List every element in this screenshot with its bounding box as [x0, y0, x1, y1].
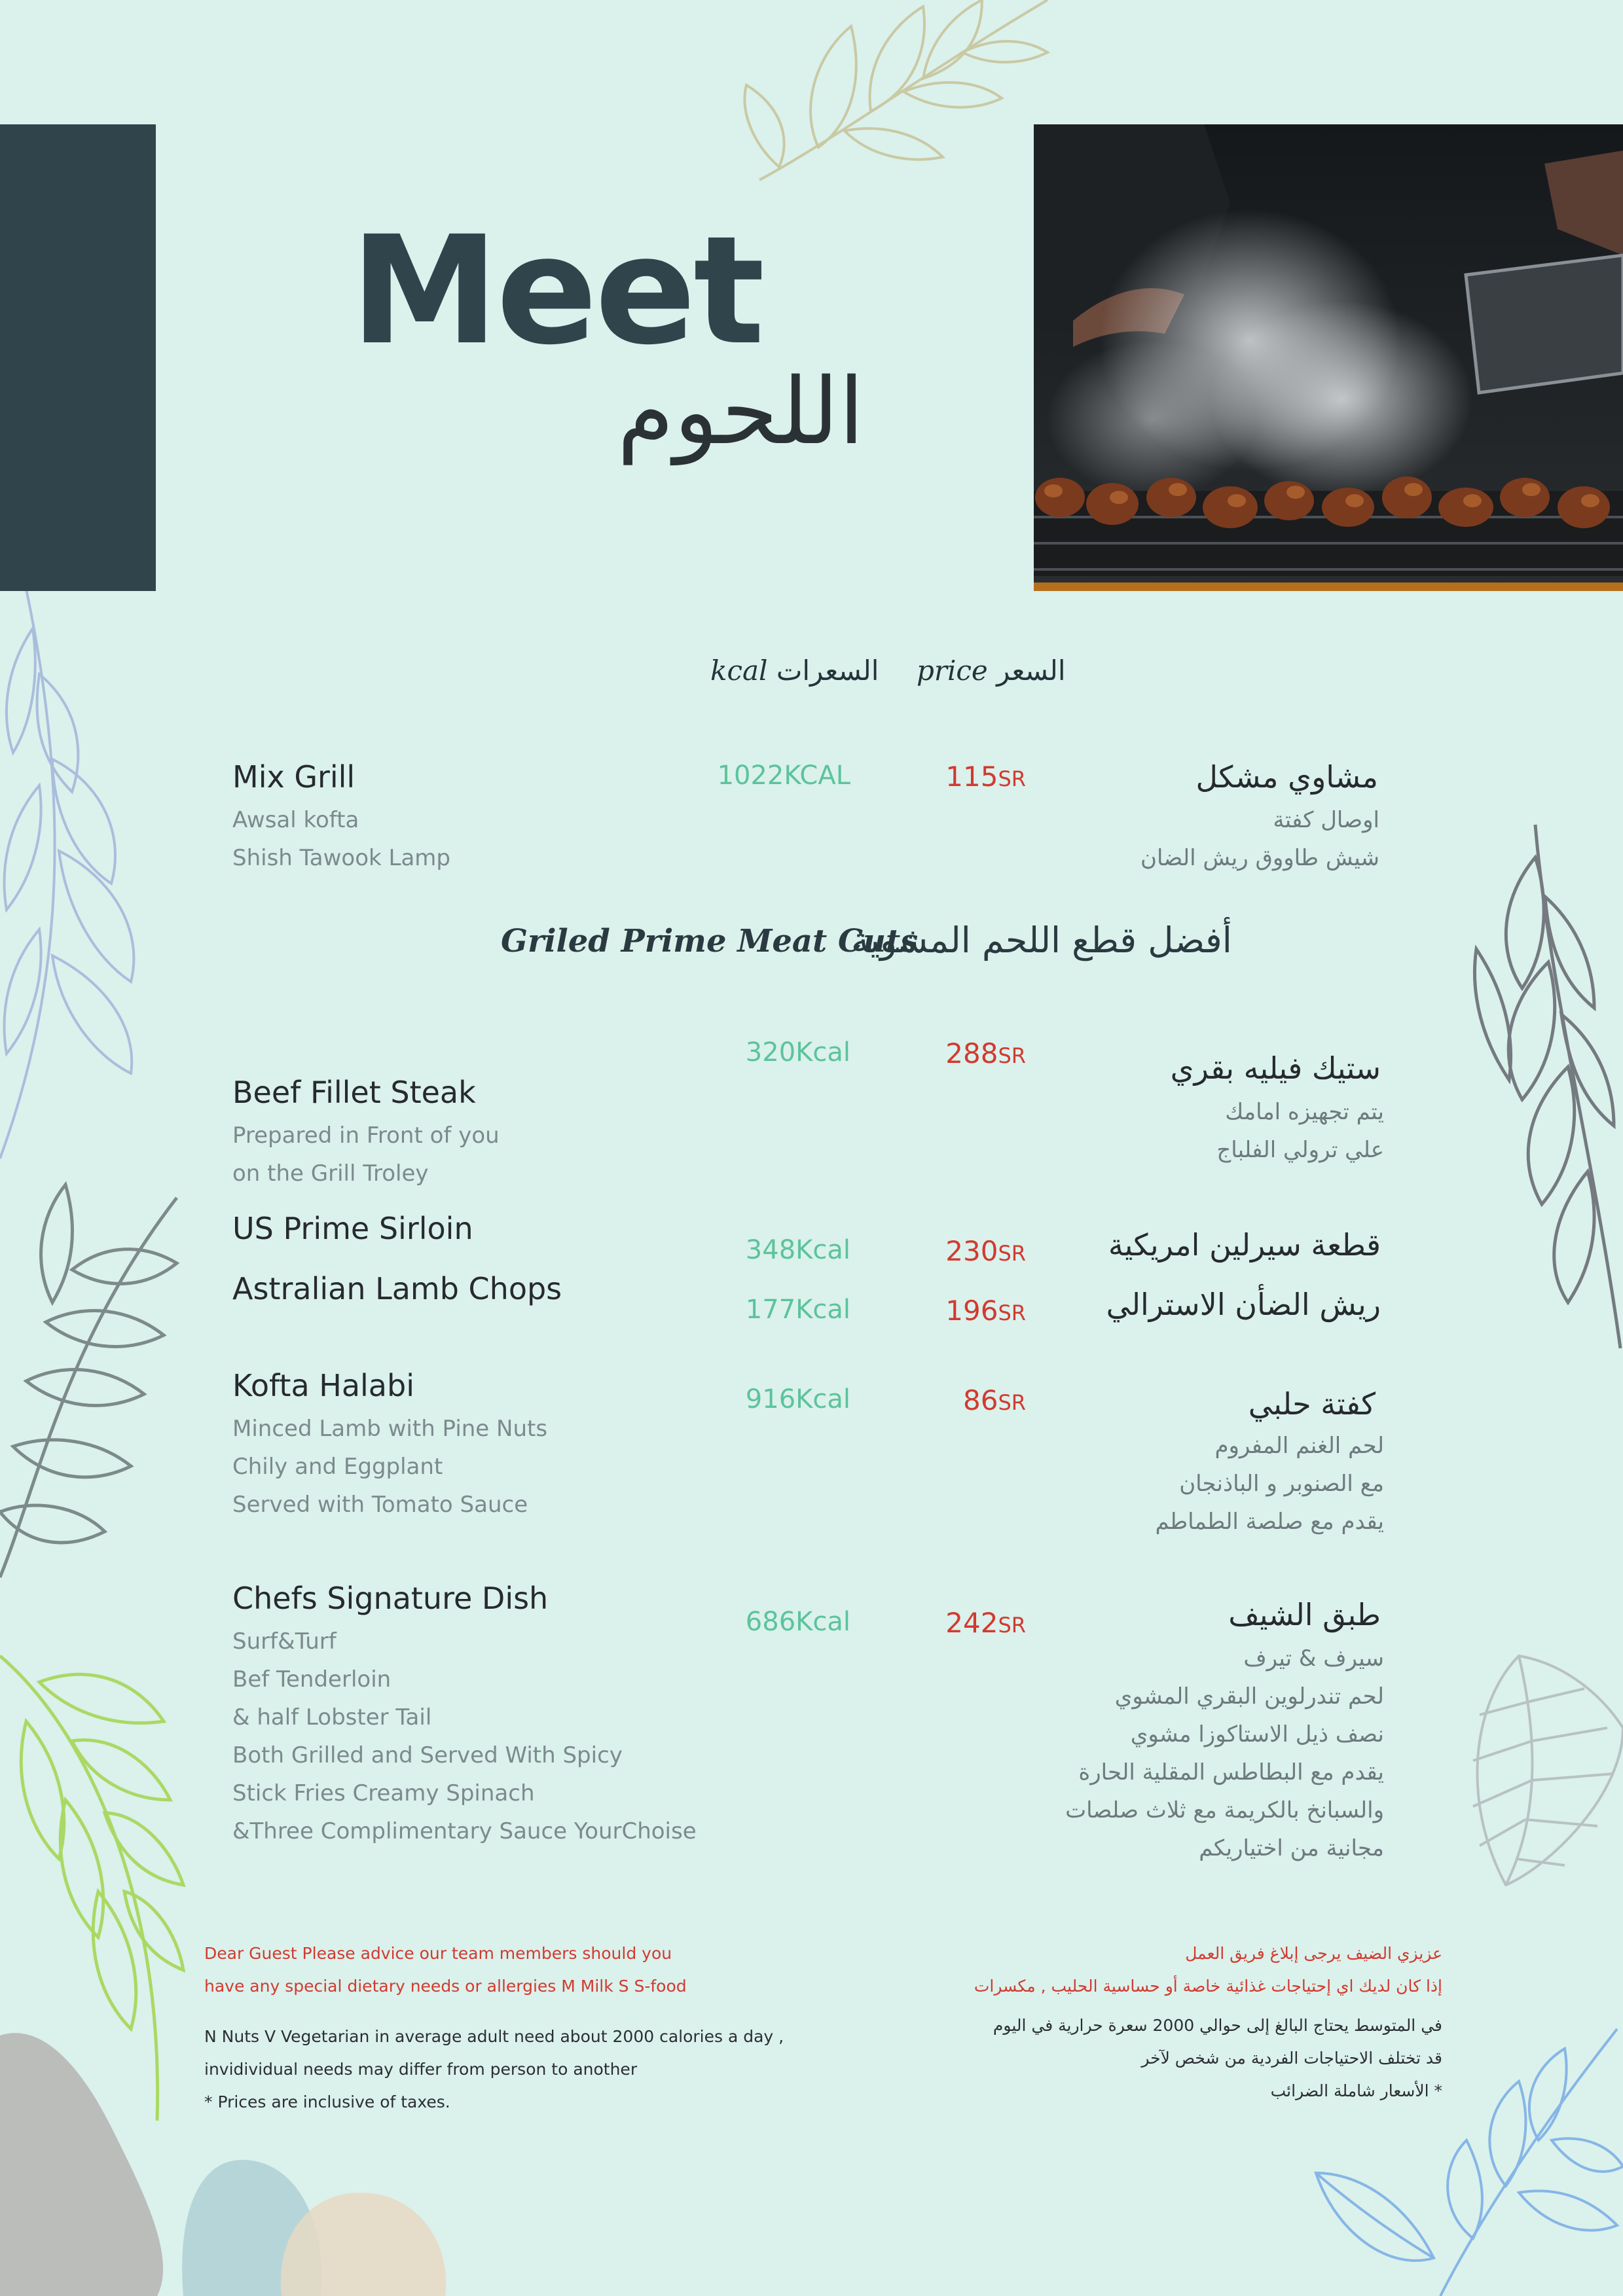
- item-price: [869, 1295, 1026, 1327]
- item-price: [869, 1384, 1026, 1416]
- item-desc-ar: يتم تجهيزه امامك علي ترولي الفلباج: [1216, 1099, 1384, 1163]
- calorie-note-en: N Nuts V Vegetarian in average adult need about 2000 calories a day , invidividual needs may differ from person to another * Prices are inclusive of taxes.: [204, 2027, 784, 2111]
- top-leaf-decoration: [740, 0, 1080, 190]
- kcal-label-en: kcal: [710, 655, 768, 687]
- item-desc-en: Awsal kofta Shish Tawook Lamp: [232, 807, 451, 871]
- item-name-ar: ستيك فيليه بقري: [1170, 1050, 1381, 1086]
- left-blue-leaf-decoration: [0, 589, 170, 1165]
- item-name-ar: ريش الضأن الاسترالي: [1106, 1287, 1381, 1322]
- currency-label: SR: [998, 1390, 1026, 1415]
- left-gray-leaf-decoration: [0, 1172, 183, 1590]
- item-desc-ar: سيرف & تيرف لحم تندرلوين البقري المشوي نصف ذيل الاستاكوزا مشوي يقدم مع البطاطس المقلية الحارة والسبانخ بالكريمة مع ثلاث صلصات مجانية من اختياريكم: [1065, 1645, 1384, 1861]
- item-name-en: Kofta Halabi: [232, 1368, 414, 1403]
- item-name-en: Beef Fillet Steak: [232, 1075, 476, 1110]
- price-label-en: price: [917, 655, 988, 687]
- currency-label: SR: [998, 1043, 1026, 1068]
- left-green-leaf-decoration: [0, 1630, 190, 2127]
- price-value: 242: [945, 1607, 998, 1639]
- item-kcal: 177Kcal: [745, 1295, 850, 1325]
- grill-photo: [1034, 124, 1623, 591]
- item-price: [869, 761, 1026, 793]
- item-desc-en: Surf&Turf Bef Tenderloin & half Lobster Tail Both Grilled and Served With Spicy Stick Fries Creamy Spinach &Three Complimentary Sauce YourChoise: [232, 1628, 697, 1844]
- item-name-ar: كفتة حلبي: [1248, 1386, 1376, 1422]
- dark-accent-panel: [0, 124, 156, 591]
- page-title-en: Meet: [350, 204, 763, 378]
- price-value: 288: [945, 1037, 998, 1069]
- section-title-en: Griled Prime Meat Cuts: [501, 923, 919, 960]
- right-gray-leaf-decoration: [1463, 818, 1623, 1355]
- kcal-label-ar: السعرات: [776, 655, 879, 687]
- price-value: 196: [945, 1295, 998, 1327]
- currency-label: SR: [998, 766, 1026, 791]
- item-kcal: 686Kcal: [745, 1607, 850, 1637]
- right-outline-leaf-decoration: [1467, 1649, 1623, 1924]
- photo-underline: [1034, 583, 1623, 591]
- price-value: 115: [945, 761, 998, 793]
- item-kcal: 348Kcal: [745, 1235, 850, 1265]
- kcal-column-header: [710, 655, 879, 687]
- item-desc-en: Minced Lamb with Pine Nuts Chily and Eggplant Served with Tomato Sauce: [232, 1416, 548, 1518]
- price-value: 230: [945, 1235, 998, 1267]
- item-price: [869, 1037, 1026, 1069]
- calorie-note-ar: في المتوسط يحتاج البالغ إلى حوالي 2000 سعرة حرارية في اليوم قد تختلف الاحتياجات الفردية من شخص لآخر * الأسعار شاملة الضرائب: [993, 2016, 1442, 2100]
- item-name-ar: قطعة سيرلين امريكية: [1108, 1227, 1381, 1263]
- currency-label: SR: [998, 1241, 1026, 1266]
- price-label-ar: السعر: [996, 655, 1066, 687]
- item-desc-ar: اوصال كفتة شيش طاووق ريش الضان: [1140, 807, 1379, 871]
- item-kcal: 1022KCAL: [717, 761, 850, 791]
- currency-label: SR: [998, 1613, 1026, 1638]
- item-desc-en: Prepared in Front of you on the Grill Troley: [232, 1122, 500, 1187]
- item-price: [869, 1607, 1026, 1639]
- item-name-ar: طبق الشيف: [1228, 1597, 1381, 1632]
- price-column-header: [917, 655, 1066, 687]
- item-desc-ar: لحم الغنم المفروم مع الصنوبر و الباذنجان يقدم مع صلصة الطماطم: [1155, 1433, 1384, 1535]
- item-kcal: 916Kcal: [745, 1384, 850, 1414]
- item-name-en: Astralian Lamb Chops: [232, 1271, 562, 1306]
- price-value: 86: [963, 1384, 998, 1416]
- item-name-en: Chefs Signature Dish: [232, 1581, 549, 1616]
- currency-label: SR: [998, 1300, 1026, 1325]
- allergy-note-en: Dear Guest Please advice our team members should you have any special dietary needs or allergies M Milk S S-food: [204, 1944, 687, 1996]
- item-kcal: 320Kcal: [745, 1037, 850, 1067]
- item-name-ar: مشاوي مشكل: [1195, 759, 1378, 795]
- item-name-en: US Prime Sirloin: [232, 1211, 473, 1246]
- item-price: [869, 1235, 1026, 1267]
- section-title-ar: أفضل قطع اللحم المشوية: [851, 920, 1232, 961]
- item-name-en: Mix Grill: [232, 759, 356, 795]
- allergy-note-ar: عزيزي الضيف يرجى إبلاغ فريق العمل إذا كان لديك اي إحتياجات غذائية خاصة أو حساسية الحليب , مكسرات: [974, 1944, 1442, 1996]
- page-title-ar: اللحوم: [617, 359, 864, 465]
